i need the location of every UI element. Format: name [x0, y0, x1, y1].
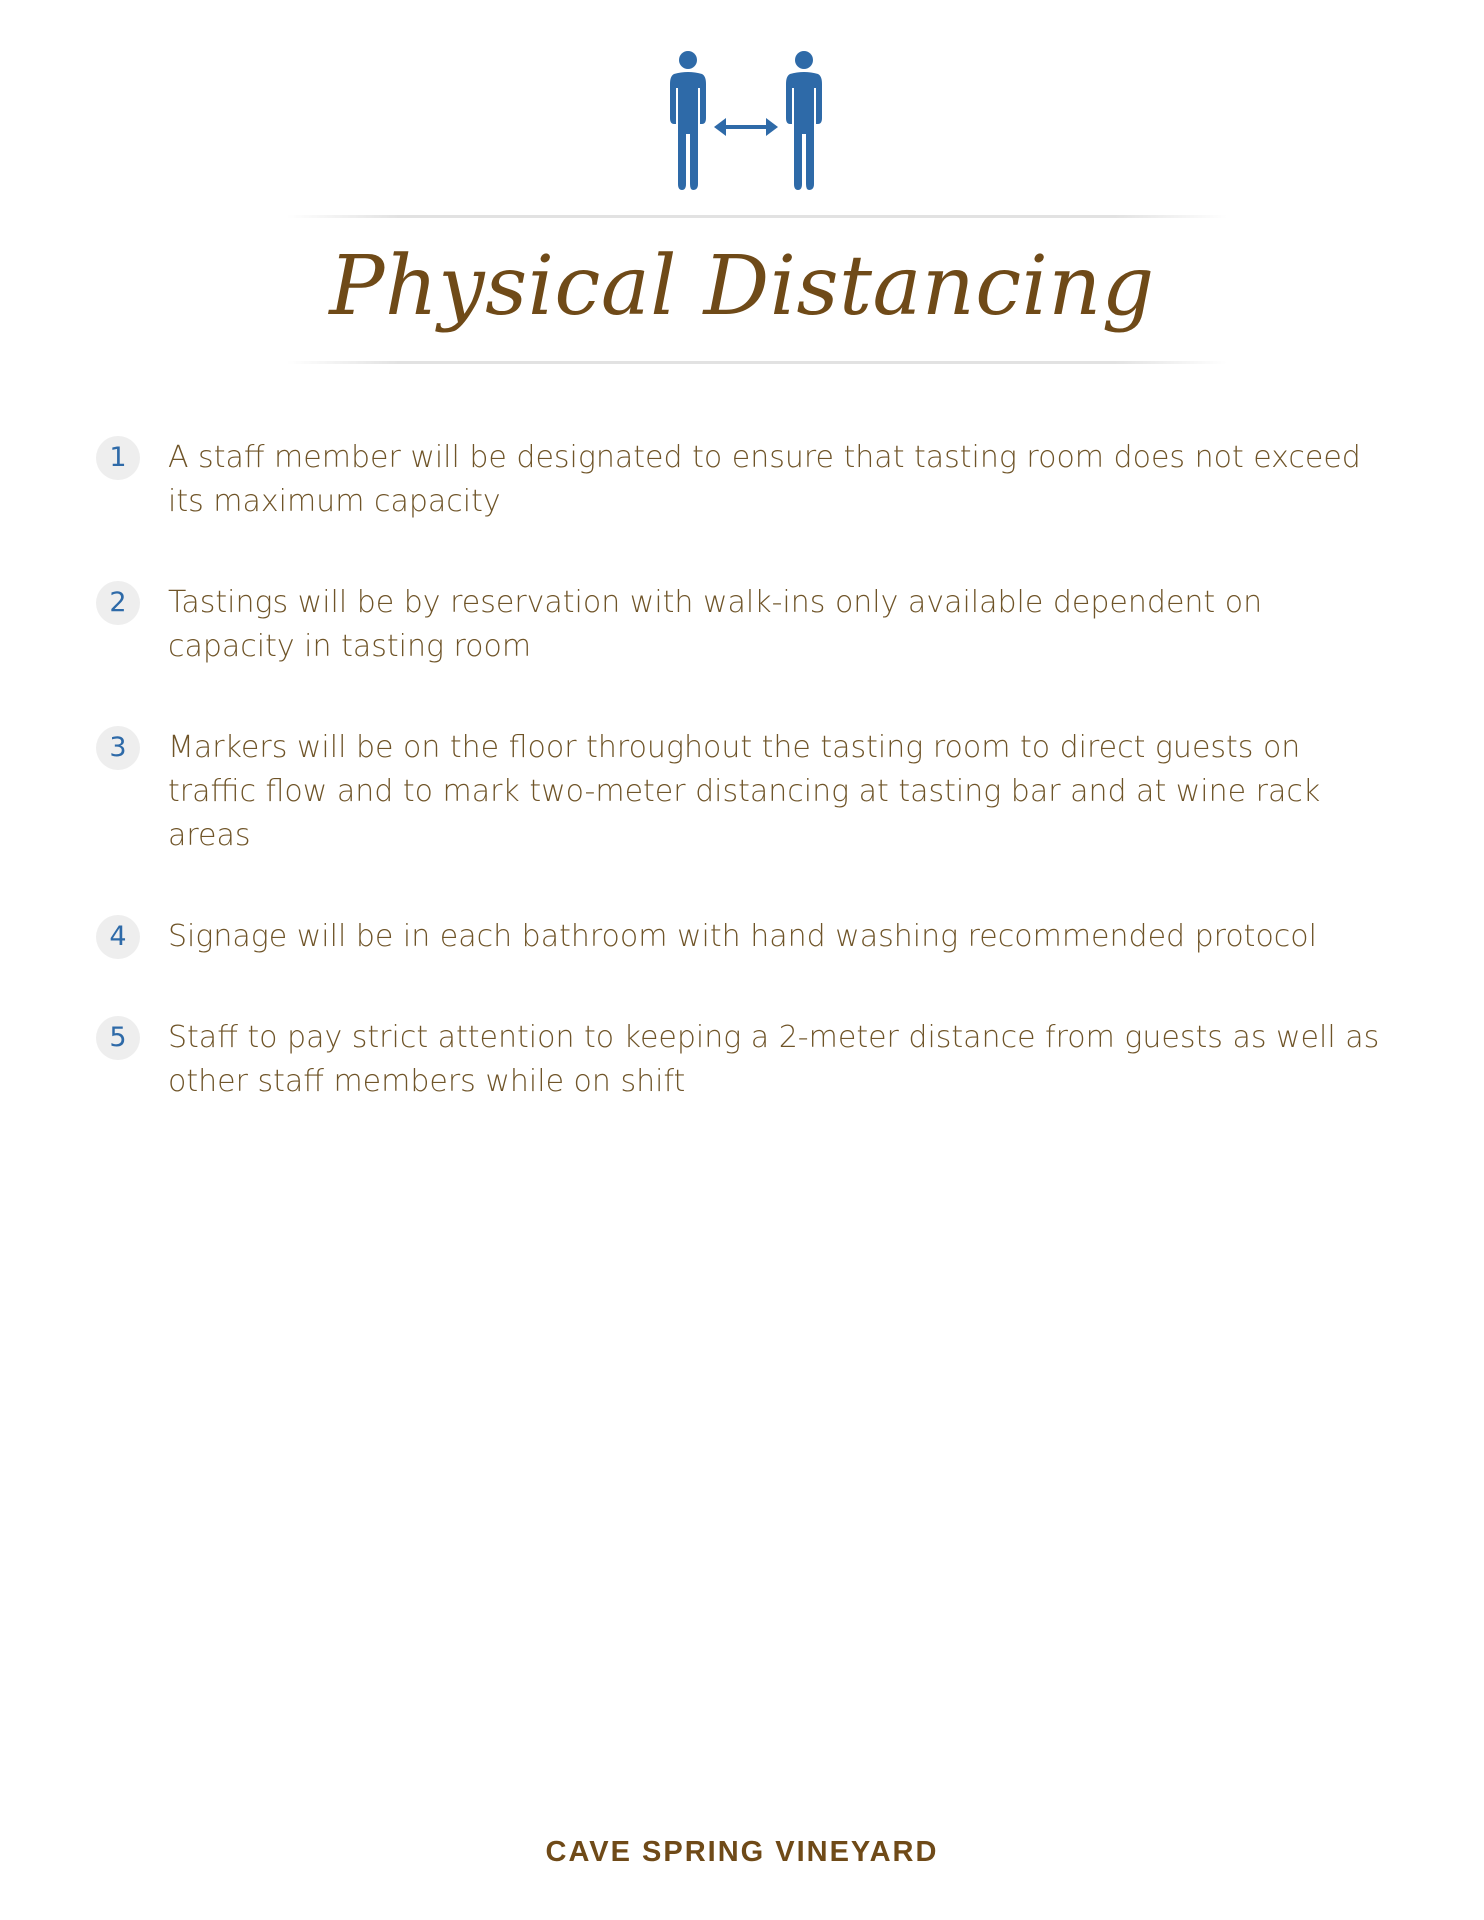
two-people-distance-icon	[652, 48, 840, 192]
item-number-badge: 4	[96, 915, 140, 959]
item-text: Markers will be on the floor throughout the tasting room to direct guests on traffic flow and to mark two-meter distancing at tasting bar and at wine rack areas	[168, 730, 1321, 853]
item-number-badge: 1	[96, 436, 140, 480]
guideline-list	[96, 436, 1386, 1161]
list-item	[96, 581, 1386, 669]
title-top-rule	[287, 215, 1227, 218]
title-bottom-rule	[287, 361, 1227, 364]
item-text: Tastings will be by reservation with walk-ins only available dependent on capacity in tasting room	[168, 585, 1263, 664]
page-title: Physical Distancing	[329, 239, 1155, 334]
item-text: Signage will be in each bathroom with hand washing recommended protocol	[168, 919, 1317, 954]
item-number-badge: 3	[96, 726, 140, 770]
list-item	[96, 1016, 1386, 1104]
item-number-badge: 2	[96, 581, 140, 625]
list-item	[96, 436, 1386, 524]
list-item	[96, 915, 1386, 959]
list-item	[96, 726, 1386, 858]
item-text: Staff to pay strict attention to keeping a 2-meter distance from guests as well as other staff members while on shift	[168, 1020, 1380, 1099]
footer-brand: CAVE SPRING VINEYARD	[545, 1836, 939, 1868]
item-number-badge: 5	[96, 1016, 140, 1060]
item-text: A staff member will be designated to ensure that tasting room does not exceed its maximum capacity	[168, 440, 1361, 519]
